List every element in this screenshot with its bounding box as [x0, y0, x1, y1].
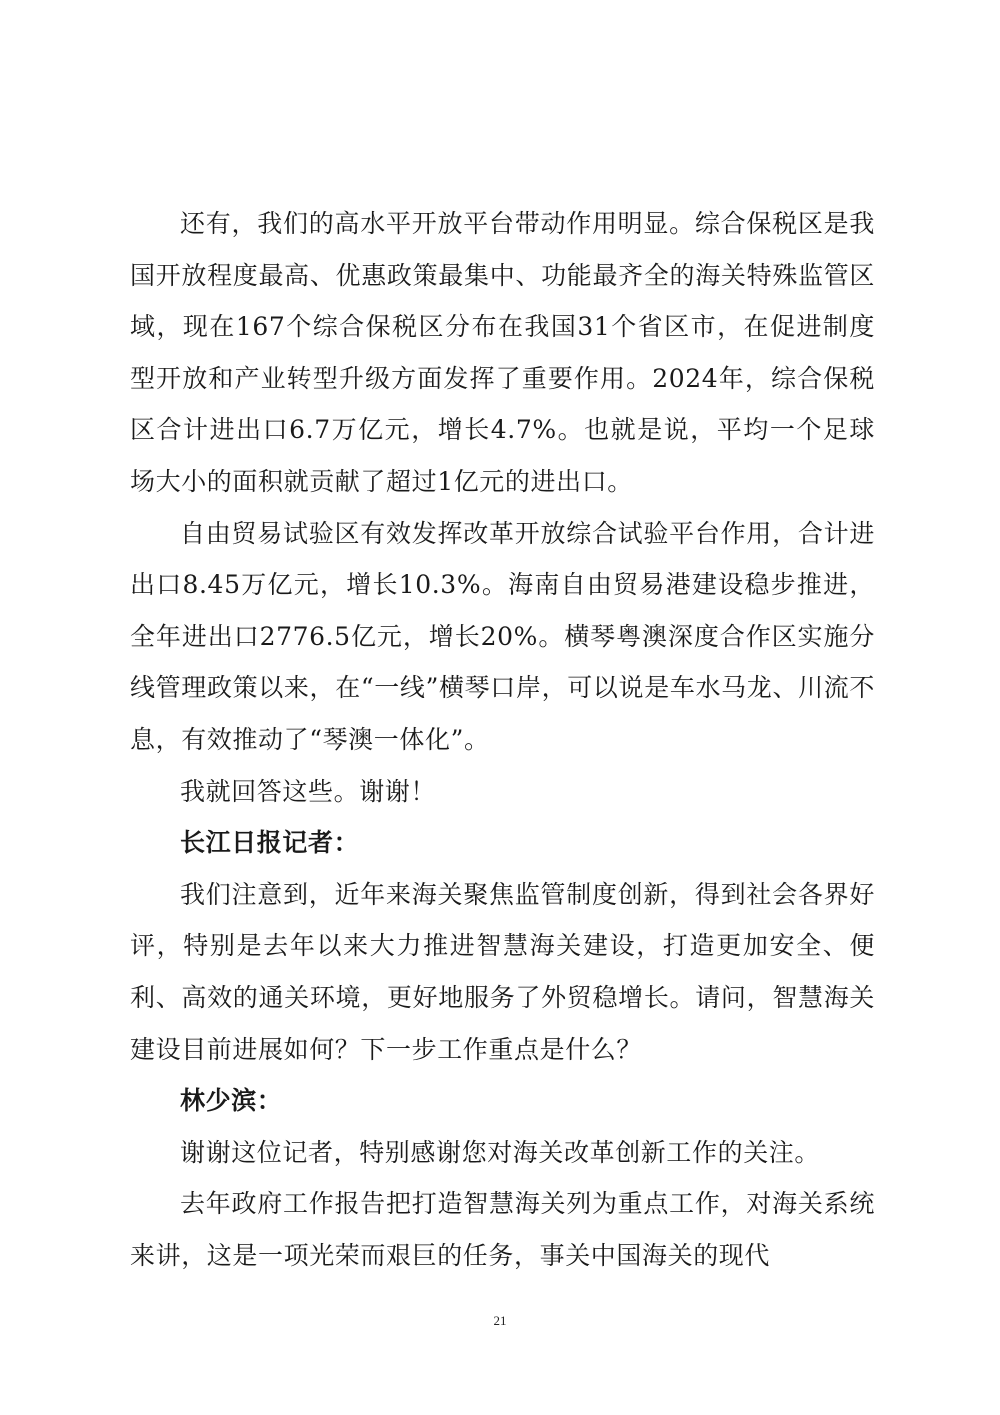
paragraph-thanks: 谢谢这位记者，特别感谢您对海关改革创新工作的关注。 — [180, 1137, 821, 1167]
paragraph-free-trade-zones: 自由贸易试验区有效发挥改革开放综合试验平台作用，合计进出口8.45万亿元，增长10.3%。海南自由贸易港建设稳步推进，全年进出口2776.5亿元，增长20%。横琴粤澳深度合作区实施分线管理政策以来，在“一线”横琴口岸，可以说是车水马龙、川流不息，有效推动了“琴澳一体化”。 — [130, 518, 875, 754]
paragraph-closing-remark: 我就回答这些。谢谢！ — [180, 776, 437, 806]
paragraph-smart-customs: 去年政府工作报告把打造智慧海关列为重点工作，对海关系统来讲，这是一项光荣而艰巨的任务，事关中国海关的现代 — [130, 1189, 875, 1270]
page-number: 21 — [493, 1313, 507, 1328]
speaker-reporter: 长江日报记者： — [180, 828, 360, 858]
paragraph-comprehensive-bonded-zones: 还有，我们的高水平开放平台带动作用明显。综合保税区是我国开放程度最高、优惠政策最集中、功能最齐全的海关特殊监管区域，现在167个综合保税区分布在我国31个省区市，在促进制度型开放和产业转型升级方面发挥了重要作用。2024年，综合保税区合计进出口6.7万亿元，增长4.7%。也就是说，平均一个足球场大小的面积就贡献了超过1亿元的进出口。 — [130, 209, 875, 496]
speaker-lin-shaobin: 林少滨： — [180, 1086, 283, 1116]
document-body — [130, 198, 875, 1281]
paragraph-reporter-question: 我们注意到，近年来海关聚焦监管制度创新，得到社会各界好评，特别是去年以来大力推进智慧海关建设，打造更加安全、便利、高效的通关环境，更好地服务了外贸稳增长。请问，智慧海关建设目前进展如何？下一步工作重点是什么？ — [130, 879, 875, 1064]
